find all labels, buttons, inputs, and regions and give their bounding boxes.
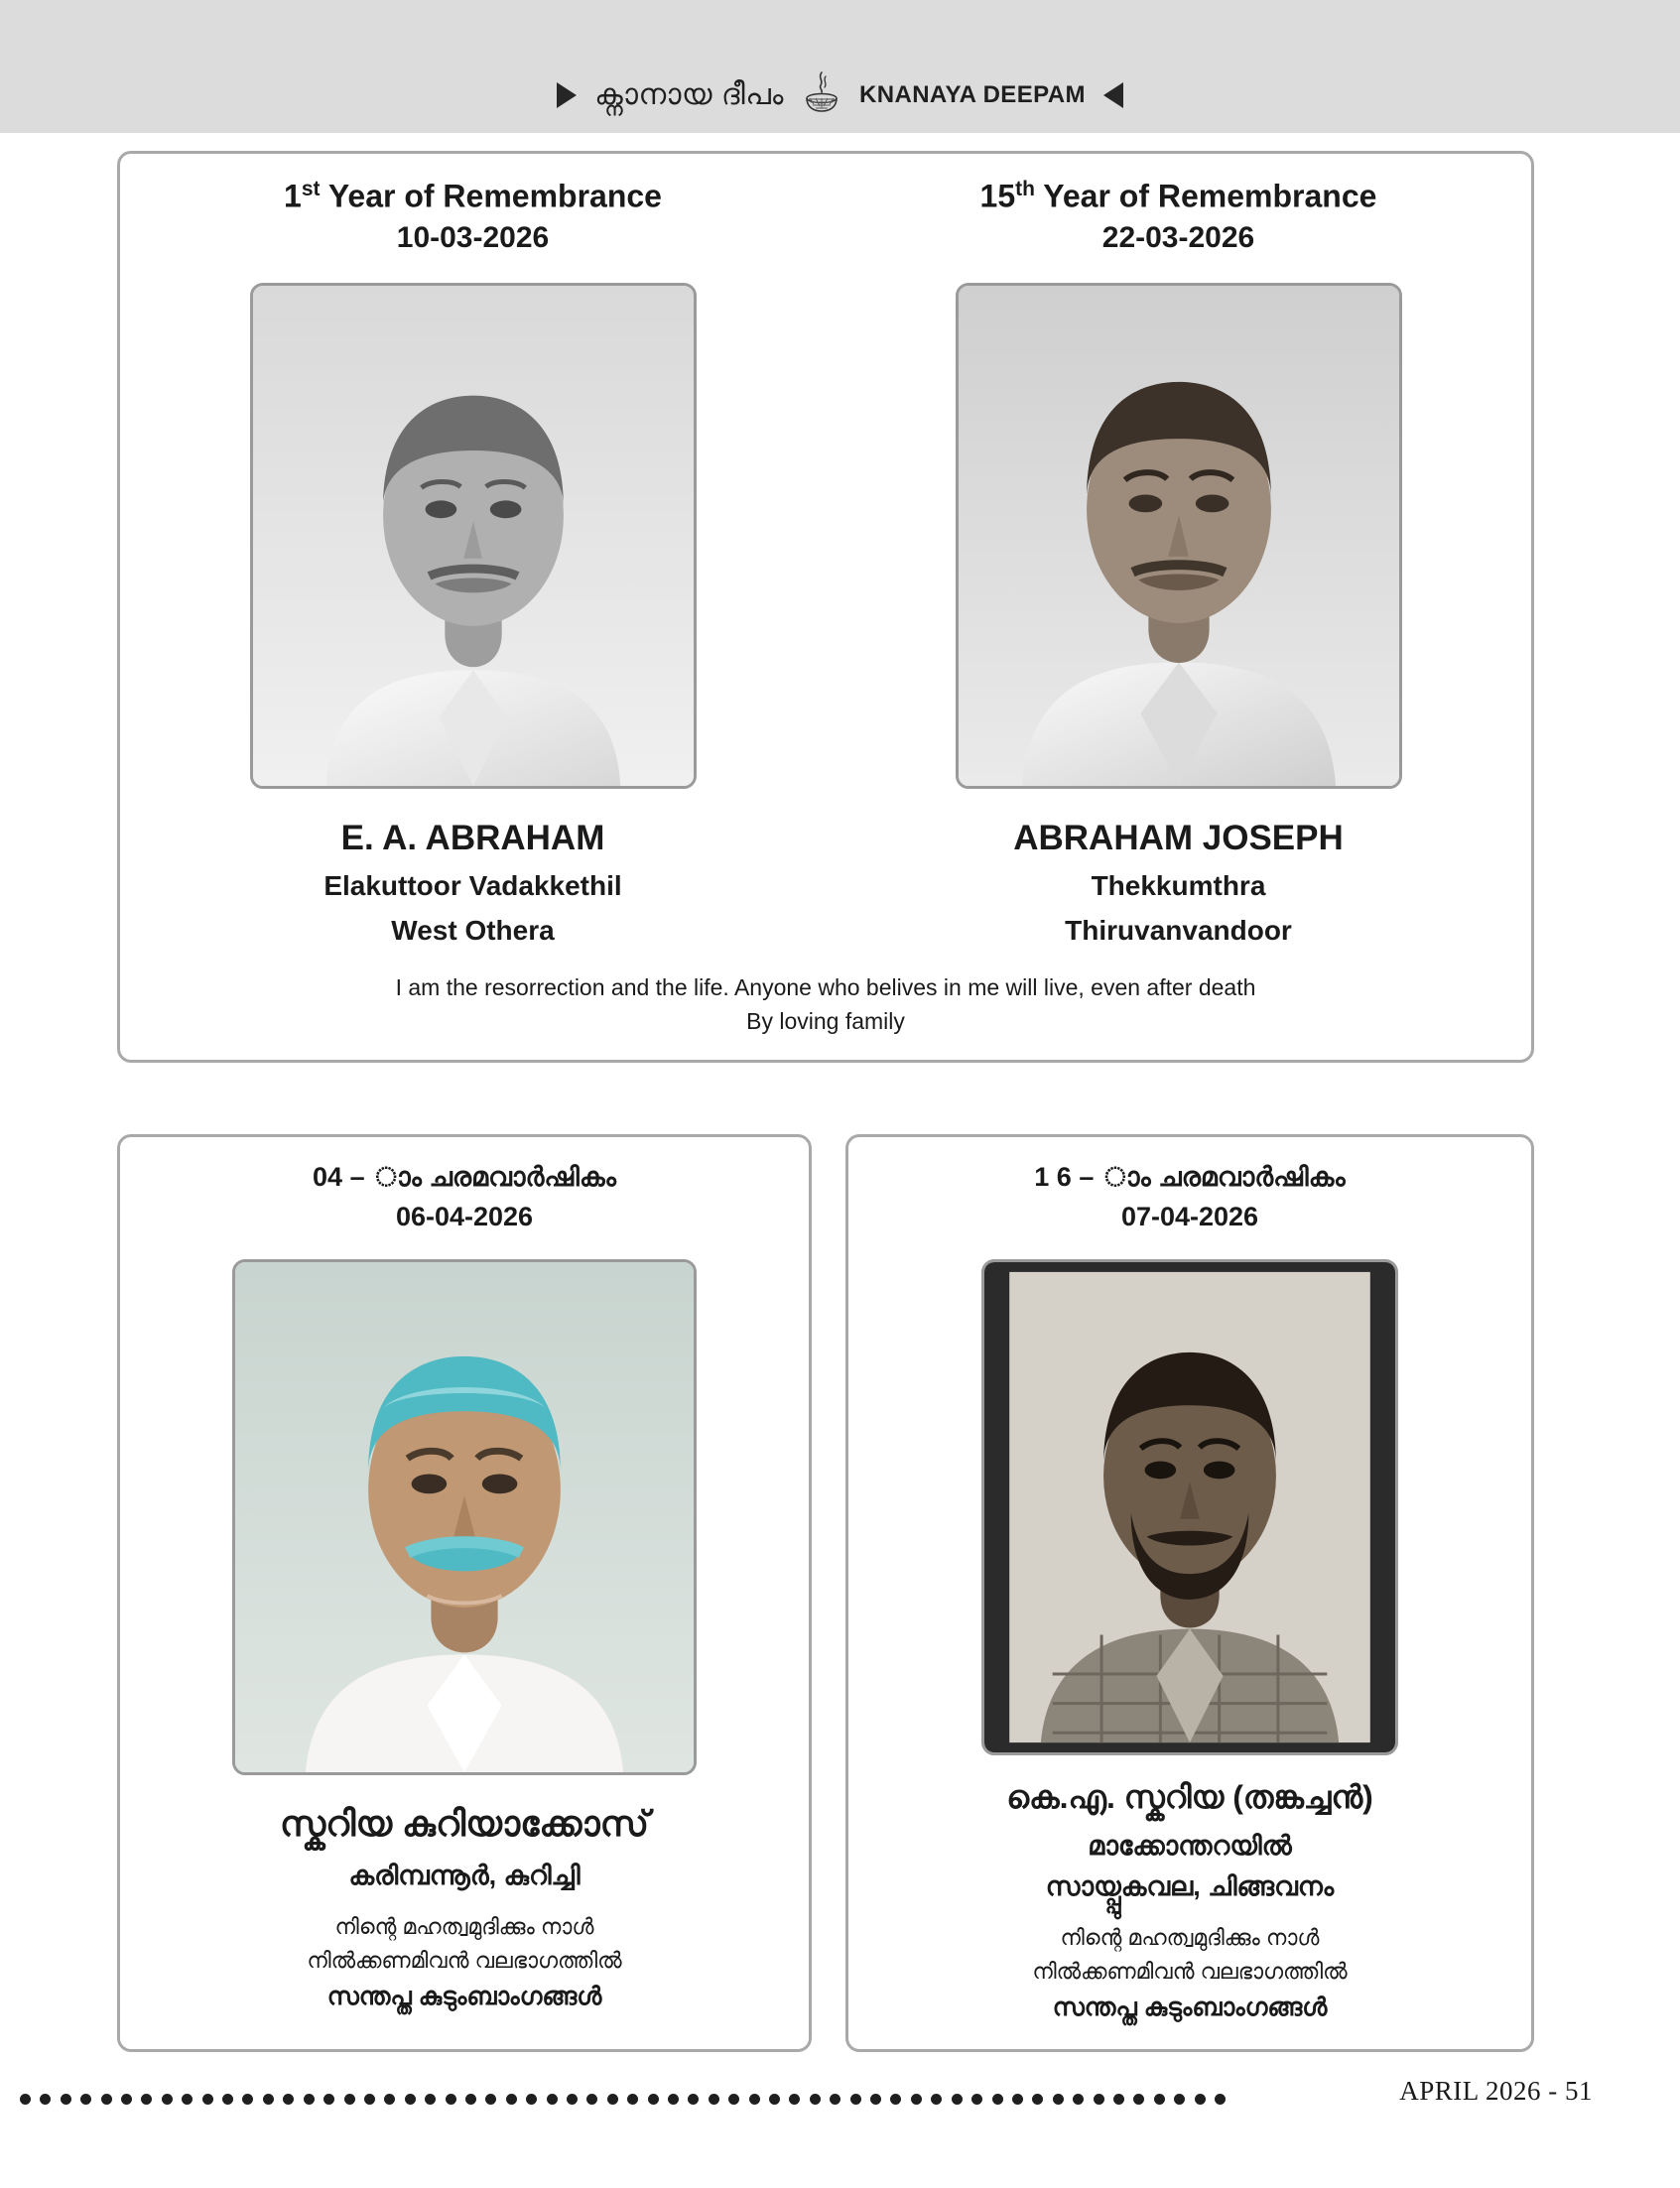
dot [1032,2094,1043,2105]
memorial-verse-line-1: നിന്റെ മഹത്വമുദിക്കും നാൾ [334,1913,594,1939]
deceased-place: West Othera [391,914,555,946]
portrait-photo-top-left [250,283,697,789]
dot [850,2094,861,2105]
dot [1073,2094,1084,2105]
dot [162,2094,173,2105]
header-malayalam-title: ക്നാനായ ദീപം [594,77,784,111]
shared-memorial-verse [120,970,1531,1039]
remembrance-title-rest: Year of Remembrance [320,178,662,214]
dot [992,2094,1003,2105]
dot [263,2094,274,2105]
dot [830,2094,840,2105]
bottom-left-content [120,1137,809,2011]
dot [709,2094,719,2105]
triangle-left-icon [1103,82,1123,108]
memorial-from: സന്തപ്ത കുടുംബാംഗങ്ങൾ [326,1982,602,2010]
triangle-right-icon [557,82,577,108]
portrait-photo-top-right [956,283,1402,789]
memorial-verse-line-2: നിൽക്കണമിവൻ വലഭാഗത്തിൽ [307,1947,622,1973]
dot [80,2094,91,2105]
deceased-address-line-1: മാക്കോന്തറയിൽ [1088,1831,1292,1862]
dot [728,2094,739,2105]
deceased-name: കെ.എ. സ്കറിയ (തങ്കച്ചൻ) [1006,1778,1373,1815]
dot [304,2094,315,2105]
dot [242,2094,253,2105]
dot [101,2094,112,2105]
dot [222,2094,233,2105]
memorial-card-bottom-left [117,1134,812,2052]
dot [648,2094,659,2105]
dot [405,2094,416,2105]
dot [1215,2094,1226,2105]
dot [323,2094,334,2105]
dot [20,2094,31,2105]
dot [446,2094,456,2105]
remembrance-ordinal: 15 [979,178,1016,214]
deceased-name: E. A. ABRAHAM [340,819,605,858]
remembrance-title [120,178,826,215]
deceased-name: ABRAHAM JOSEPH [1013,819,1344,858]
anniversary-title: 04 – ാം ചരമവാർഷികം [313,1162,616,1192]
remembrance-date: 10-03-2026 [396,221,550,255]
portrait-photo-bottom-right [981,1259,1398,1755]
dot [1053,2094,1064,2105]
dot [364,2094,375,2105]
memorial-from: സന്തപ്ത കുടുംബാംഗങ്ങൾ [1052,1994,1328,2021]
dot [890,2094,901,2105]
dot [121,2094,132,2105]
dot [526,2094,537,2105]
memorial-verse-line-1: നിന്റെ മഹത്വമുദിക്കും നാൾ [1060,1925,1320,1951]
footer-dotted-rule [20,2092,1226,2106]
anniversary-date: 07-04-2026 [1120,1201,1259,1231]
remembrance-ordinal-suffix: st [301,178,321,200]
header-content [557,70,1123,133]
anniversary-title: 1 6 – ാം ചരമവാർഷികം [1034,1162,1346,1192]
dot [1195,2094,1206,2105]
verse-line-2: By loving family [746,1008,905,1035]
remembrance-date: 22-03-2026 [1101,221,1255,255]
dot [1174,2094,1185,2105]
memorial-card-bottom-right [845,1134,1534,2052]
dot [607,2094,618,2105]
verse-line-1: I am the resorrection and the life. Anyone who belives in me will live, even after death [395,973,1256,1000]
dot [668,2094,679,2105]
dot [61,2094,71,2105]
dot [952,2094,963,2105]
dot [384,2094,395,2105]
dot [141,2094,152,2105]
top-card-columns [120,154,1531,949]
dot [567,2094,578,2105]
dot [870,2094,881,2105]
remembrance-title [826,178,1531,215]
dot [586,2094,597,2105]
page-number-label: APRIL 2026 - 51 [1399,2076,1593,2106]
memorial-verse-line-2: നിൽക്കണമിവൻ വലഭാഗത്തിൽ [1032,1959,1348,1985]
remembrance-ordinal-suffix: th [1015,178,1035,200]
dot [547,2094,558,2105]
deceased-name: സ്കറിയ കുറിയാക്കോസ് [279,1802,650,1844]
dot [749,2094,760,2105]
dot [425,2094,436,2105]
dot [40,2094,51,2105]
memorial-card-top [117,151,1534,1063]
header-english-title: KNANAYA DEEPAM [859,80,1086,108]
dot [1094,2094,1104,2105]
dot [911,2094,922,2105]
dot [810,2094,821,2105]
dot [506,2094,517,2105]
dot [1154,2094,1165,2105]
anniversary-date: 06-04-2026 [395,1201,534,1231]
deceased-house: Elakuttoor Vadakkethil [323,870,622,902]
remembrance-ordinal: 1 [284,178,302,214]
deceased-house: Thekkumthra [1091,870,1266,902]
dot [344,2094,355,2105]
dot [1113,2094,1124,2105]
dot [202,2094,213,2105]
bottom-right-content [848,1137,1531,2022]
dot [465,2094,476,2105]
dot [182,2094,193,2105]
dot [485,2094,496,2105]
deceased-place: Thiruvanvandoor [1065,914,1292,946]
dot [931,2094,942,2105]
dot [283,2094,294,2105]
remembrance-title-rest: Year of Remembrance [1034,178,1377,214]
memorial-top-left [120,154,826,949]
dot [1012,2094,1023,2105]
dot [971,2094,982,2105]
portrait-photo-bottom-left [232,1259,697,1775]
dot [627,2094,638,2105]
dot [769,2094,780,2105]
dot [688,2094,699,2105]
oil-lamp-icon [802,70,841,119]
dot [1133,2094,1144,2105]
memorial-top-right [826,154,1531,949]
dot [789,2094,800,2105]
deceased-address: കരിമ്പന്നൂർ, കുറിച്ചി [348,1860,581,1890]
page-header [0,0,1680,133]
deceased-address-line-2: സായ്പ്പുകവല, ചിങ്ങവനം [1045,1870,1335,1901]
